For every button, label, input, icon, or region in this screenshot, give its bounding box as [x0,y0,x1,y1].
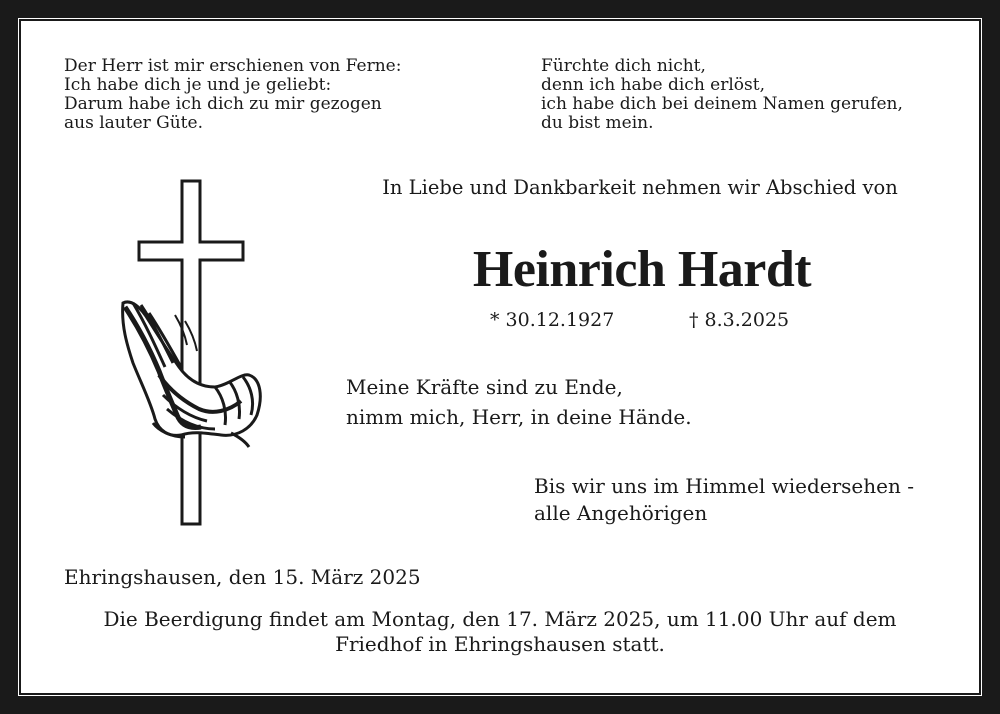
quote-line: nimm mich, Herr, in deine Hände. [346,405,692,429]
signature-line: Bis wir uns im Himmel wiedersehen - [534,474,914,498]
verse-right-line: du bist mein. [541,113,654,133]
funeral-notice [0,607,1000,657]
verse-left [64,57,401,133]
verse-right [541,57,903,133]
funeral-line: Die Beerdigung findet am Montag, den 17. März 2025, um 11.00 Uhr auf dem [103,607,897,631]
signature [534,473,914,527]
verse-right-line: Fürchte dich nicht, [541,56,706,76]
intro-text: In Liebe und Dankbarkeit nehmen wir Abschied von [382,176,898,199]
death-date: † 8.3.2025 [689,309,790,331]
verse-left-line: Darum habe ich dich zu mir gezogen [64,94,382,114]
verse-right-line: denn ich habe dich erlöst, [541,75,765,95]
verse-left-line: Der Herr ist mir erschienen von Ferne: [64,56,402,76]
verse-left-line: Ich habe dich je und je geliebt: [64,75,332,95]
quote-line: Meine Kräfte sind zu Ende, [346,375,623,399]
funeral-line: Friedhof in Ehringshausen statt. [335,632,665,656]
verse-left-line: aus lauter Güte. [64,113,203,133]
place-date: Ehringshausen, den 15. März 2025 [64,565,421,589]
verse-right-line: ich habe dich bei deinem Namen gerufen, [541,94,903,114]
signature-line: alle Angehörigen [534,501,708,525]
cross-with-hands [115,175,275,530]
birth-date: * 30.12.1927 [490,309,615,331]
quote [346,372,692,432]
deceased-name: Heinrich Hardt [472,241,812,298]
